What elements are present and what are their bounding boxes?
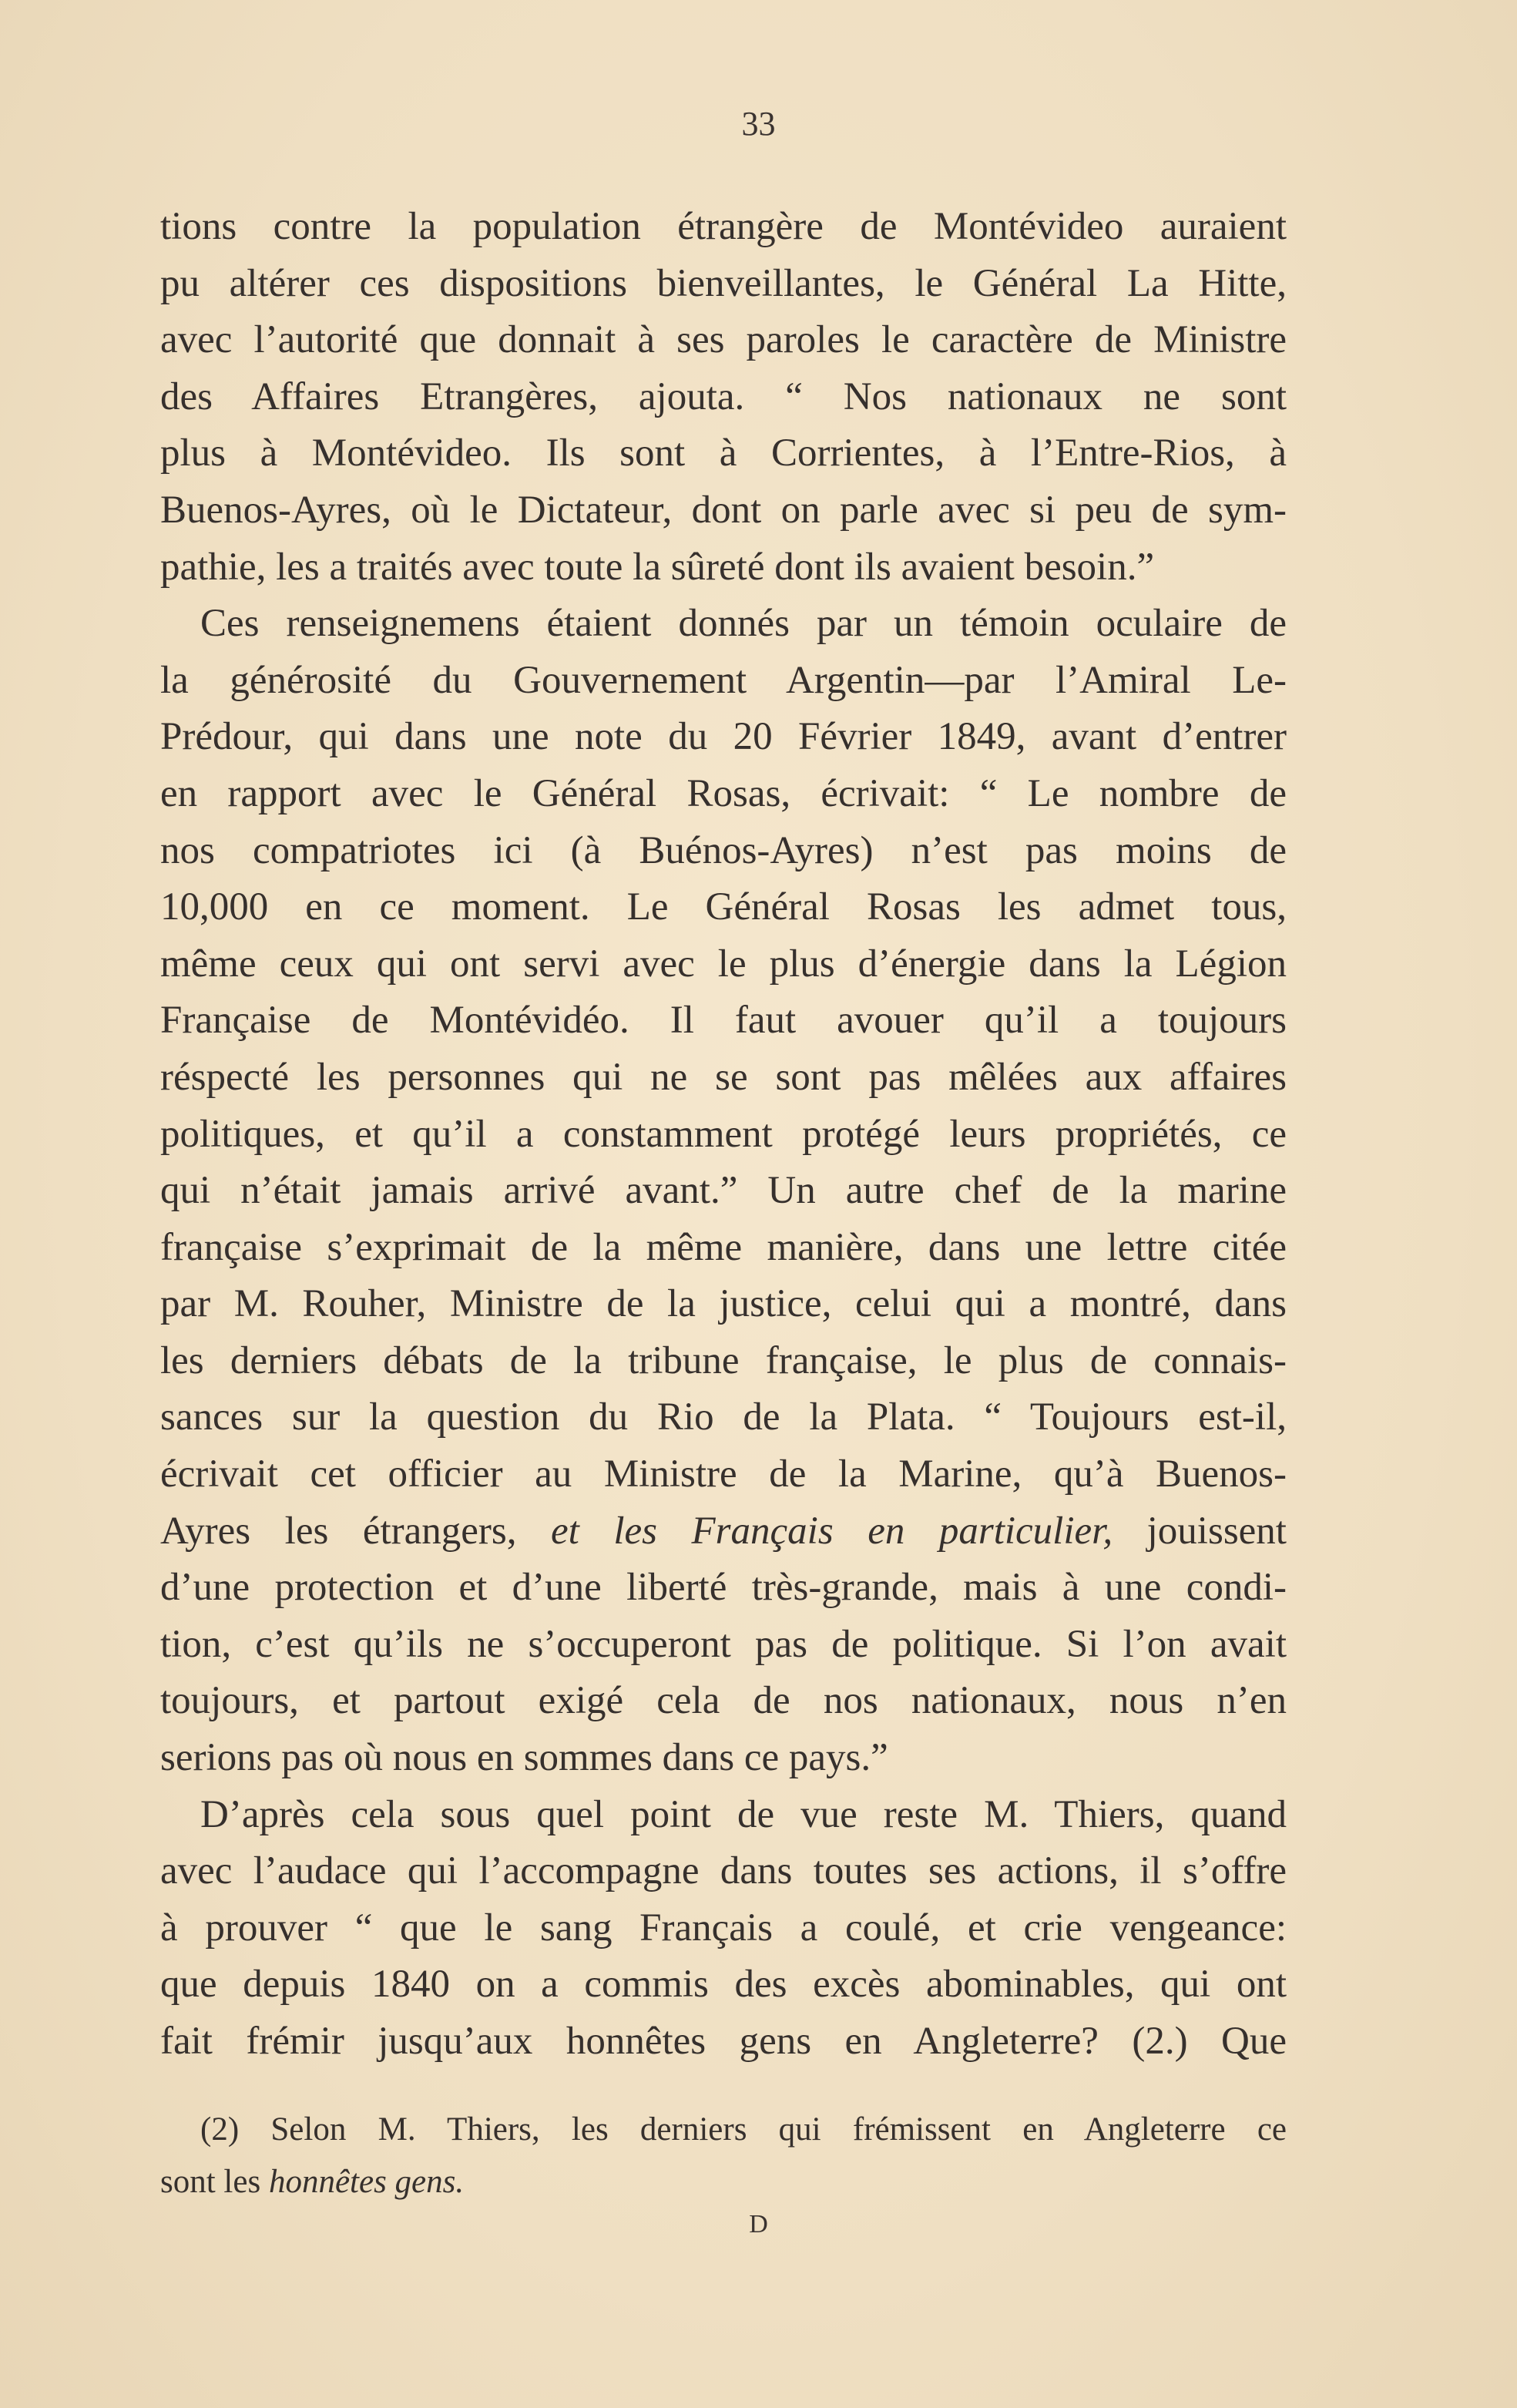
text-line: plus à Montévideo. Ils sont à Corrientes, à l’Entre-Rios, à [160,432,1287,475]
italic-phrase: et les Français en particulier, [551,1509,1113,1553]
footnote [160,2104,1287,2208]
paragraph-start-line: Ces renseignemens étaient donnés par un témoin oculaire de [200,602,1287,646]
text-line: fait frémir jusqu’aux honnêtes gens en Angleterre? (2.) Que [160,2020,1287,2063]
text-line: en rapport avec le Général Rosas, écrivait: “ Le nombre de [160,771,1287,815]
text-line-with-italic [160,1503,1287,1560]
paragraph-start-line: D’après cela sous quel point de vue reste M. Thiers, quand [200,1792,1287,1836]
footnote-line: (2) Selon M. Thiers, les derniers qui frémissent en Angleterre ce [200,2111,1287,2148]
text-line: française s’exprimait de la même manière, dans une lettre citée [160,1225,1287,1269]
signature-mark: D [749,2210,768,2238]
text-line: avec l’autorité que donnait à ses paroles le caractère de Ministre [160,318,1287,362]
text-line: tion, c’est qu’ils ne s’occuperont pas de politique. Si l’on avait [160,1622,1287,1666]
text-line: à prouver “ que le sang Français a coulé, et crie vengeance: [160,1906,1287,1950]
text-line: la générosité du Gouvernement Argentin—par l’Amiral Le- [160,658,1287,702]
line-segment: Ayres les étrangers, [160,1509,551,1553]
italic-phrase: honnêtes gens. [268,2164,465,2200]
line-segment: sont les [160,2164,269,2200]
text-line: d’une protection et d’une liberté très-grande, mais à une condi- [160,1566,1287,1610]
text-line: pu altérer ces dispositions bienveillantes, le Général La Hitte, [160,261,1287,305]
text-line: par M. Rouher, Ministre de la justice, celui qui a montré, dans [160,1282,1287,1326]
text-line: Buenos-Ayres, où le Dictateur, dont on parle avec si peu de sym- [160,488,1287,532]
text-line: écrivait cet officier au Ministre de la Marine, qu’à Buenos- [160,1453,1287,1496]
text-line: même ceux qui ont servi avec le plus d’énergie dans la Légion [160,942,1287,986]
text-line: toujours, et partout exigé cela de nos nationaux, nous n’en [160,1679,1287,1723]
footnote-line [160,2156,1287,2208]
text-line: sances sur la question du Rio de la Plata. “ Toujours est-il, [160,1395,1287,1439]
text-line: Prédour, qui dans une note du 20 Février 1849, avant d’entrer [160,715,1287,759]
text-line: pathie, les a traités avec toute la sûreté dont ils avaient besoin.” [160,545,1155,589]
body-text [160,199,1287,2070]
text-line: serions pas où nous en sommes dans ce pays.” [160,1736,888,1780]
text-line: qui n’était jamais arrivé avant.” Un autre chef de la marine [160,1169,1287,1213]
text-line: que depuis 1840 on a commis des excès abominables, qui ont [160,1963,1287,2007]
text-line: politiques, et qu’il a constamment protégé leurs propriétés, ce [160,1112,1287,1156]
text-line: nos compatriotes ici (à Buénos-Ayres) n’est pas moins de [160,828,1287,872]
line-segment: jouissent [1113,1509,1287,1553]
text-line: des Affaires Etrangères, ajouta. “ Nos nationaux ne sont [160,374,1287,418]
page-number: 33 [741,105,776,143]
text-line: les derniers débats de la tribune française, le plus de connais- [160,1338,1287,1382]
text-line: Française de Montévidéo. Il faut avouer qu’il a toujours [160,999,1287,1043]
text-line: réspecté les personnes qui ne se sont pas mêlées aux affaires [160,1055,1287,1099]
text-line: avec l’audace qui l’accompagne dans toutes ses actions, il s’offre [160,1849,1287,1893]
text-line: tions contre la population étrangère de Montévideo auraient [160,205,1287,248]
text-line: 10,000 en ce moment. Le Général Rosas les admet tous, [160,885,1287,929]
